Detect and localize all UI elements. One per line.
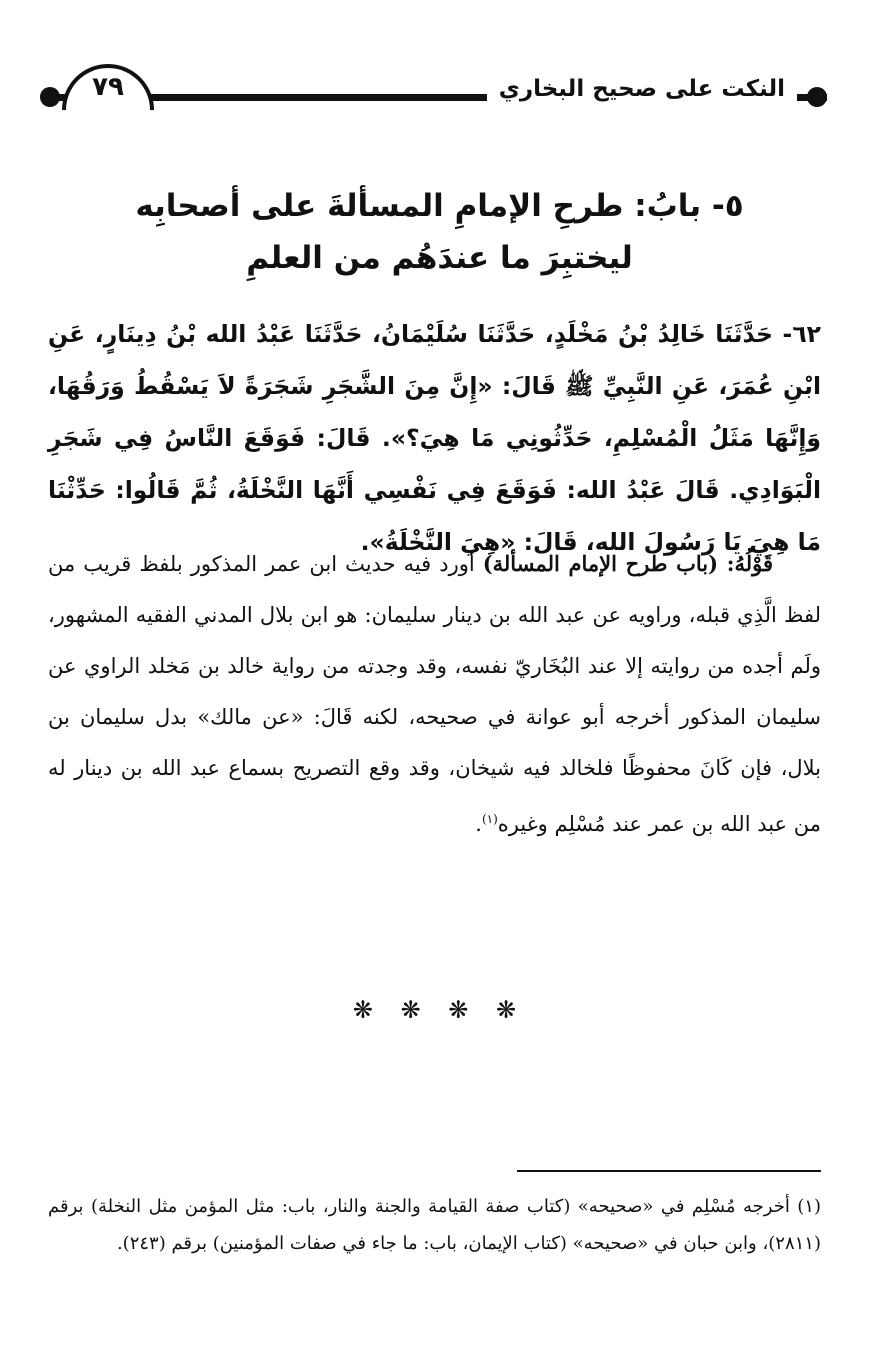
page-number-frame	[62, 64, 154, 110]
chapter-heading	[80, 180, 799, 284]
commentary-lead: قَوْلُهُ: (باب طرح الإمام المسألة)	[482, 551, 773, 576]
running-title: النكت على صحيح البخاري	[487, 76, 797, 102]
footnote-reference[interactable]: (١)	[481, 812, 498, 826]
page-number: ٧٩	[92, 72, 124, 102]
commentary-end: .	[475, 812, 482, 836]
running-header	[0, 52, 879, 132]
header-left-dot	[40, 87, 60, 107]
hadith-text: ٦٢- حَدَّثَنَا خَالِدُ بْنُ مَخْلَدٍ، حَدَّثَنَا سُلَيْمَانُ، حَدَّثَنَا عَبْدُ الله بْنُ دِينَارٍ، عَنِ ابْنِ عُمَرَ، عَنِ النَّبِيِّ ﷺ قَالَ: «إِنَّ مِنَ الشَّجَرِ شَجَرَةً لاَ يَسْقُطُ وَرَقُهَا، وَإِنَّهَا مَثَلُ الْمُسْلِمِ، حَدِّثُونِي مَا هِيَ؟». قَالَ: فَوَقَعَ النَّاسُ فِي شَجَرِ الْبَوَادِي. قَالَ عَبْدُ الله: فَوَقَعَ فِي نَفْسِي أَنَّهَا النَّخْلَةُ، ثُمَّ قَالُوا: حَدِّثْنَا مَا هِيَ يَا رَسُولَ الله، قَالَ: «هِيَ النَّخْلَةُ».	[48, 320, 821, 556]
footnote-text: (١) أخرجه مُسْلِم في «صحيحه» (كتاب صفة القيامة والجنة والنار، باب: مثل المؤمن مثل النخلة) برقم (٢٨١١)، وابن حبان في «صحيحه» (كتاب الإيمان، باب: ما جاء في صفات المؤمنين) برقم (٢٤٣).	[48, 1196, 821, 1254]
header-right-dot	[807, 87, 827, 107]
commentary-body: أورد فيه حديث ابن عمر المذكور بلفظ قريب من لفظ الَّذِي قبله، وراويه عن عبد الله بن دينار سليمان: هو ابن بلال المدني الفقيه المشهور، ولَم أجده من روايته إلا عند البُخَاريّ نفسه، وقد وجدته من رواية خالد بن مَخلد الراوي عن سليمان المذكور أخرجه أبو عوانة في صحيحه، لكنه قَالَ: «عن مالك» بدل سليمان بن بلال، فإن كَانَ محفوظًا فلخالد فيه شيخان، وقد وقع التصريح بسماع عبد الله بن دينار له من عبد الله بن عمر عند مُسْلِم وغيره	[48, 552, 821, 836]
commentary-paragraph	[48, 538, 821, 850]
chapter-heading-line-2: ليختبِرَ ما عندَهُم من العلمِ	[246, 240, 633, 276]
footnote-rule	[517, 1170, 821, 1172]
section-ornament: ❋ ❋ ❋ ❋	[352, 996, 527, 1024]
chapter-heading-line-1: ٥- بابُ: طرحِ الإمامِ المسألةَ على أصحابِه	[135, 188, 744, 224]
